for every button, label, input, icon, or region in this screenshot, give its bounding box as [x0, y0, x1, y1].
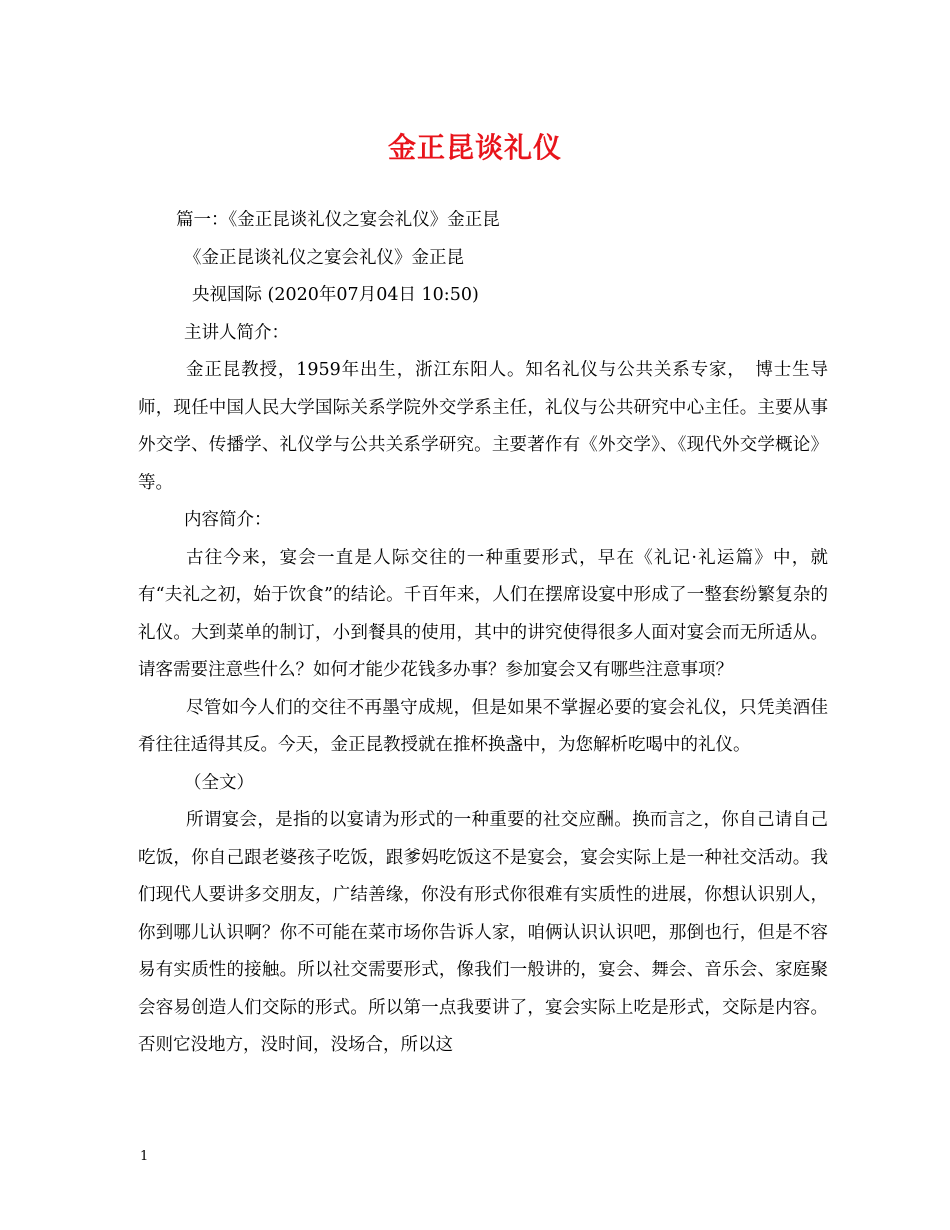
speaker-heading: 主讲人简介：: [184, 322, 289, 343]
section-heading: 篇一：《金正昆谈礼仪之宴会礼仪》金正昆: [176, 210, 500, 230]
document-title: 金正昆谈礼仪: [387, 131, 562, 164]
source-line: 央视国际 (2020年07月04日 10:50): [192, 285, 479, 305]
page-number: 1: [140, 1149, 149, 1164]
content-intro-paragraph: 古往今来，宴会一直是人际交往的一种重要形式，早在《礼记·礼运篇》中，就有“夫礼之初，始于饮食”的结论。千百年来，人们在摆席设宴中形成了一整套纷繁复杂的礼仪。大到菜单的制订，小到餐具的使用，其中的讲究使得很多人面对宴会而无所适从。请客需要注意些什么？如何才能少花钱多办事？参加宴会又有哪些注意事项？: [138, 547, 828, 680]
article-subtitle: 《金正昆谈礼仪之宴会礼仪》金正昆: [184, 247, 464, 268]
document-body: [138, 202, 828, 1065]
full-text-label: （全文）: [184, 772, 254, 793]
content-heading: 内容简介：: [184, 510, 272, 530]
content-intro-paragraph: 尽管如今人们的交往不再墨守成规，但是如果不掌握必要的宴会礼仪，只凭美酒佳肴往往适得其反。今天，金正昆教授就在推杯换盏中，为您解析吃喝中的礼仪。: [138, 697, 828, 755]
speaker-bio: 金正昆教授，1959年出生，浙江东阳人。知名礼仪与公共关系专家， 博士生导师，现任中国人民大学国际关系学院外交学系主任，礼仪与公共研究中心主任。主要从事外交学、传播学、礼仪学与公共关系学研究。主要著作有《外交学》、《现代外交学概论》等。: [138, 360, 828, 493]
full-text-paragraph: 所谓宴会，是指的以宴请为形式的一种重要的社交应酬。换而言之，你自己请自己吃饭，你自己跟老婆孩子吃饭，跟爹妈吃饭这不是宴会，宴会实际上是一种社交活动。我们现代人要讲多交朋友，广结善缘，你没有形式你很难有实质性的进展，你想认识别人，你到哪儿认识啊？你不可能在菜市场你告诉人家，咱俩认识认识吧，那倒也行，但是不容易有实质性的接触。所以社交需要形式，像我们一般讲的，宴会、舞会、音乐会、家庭聚会容易创造人们交际的形式。所以第一点我要讲了，宴会实际上吃是形式，交际是内容。否则它没地方，没时间，没场合，所以这: [138, 810, 828, 1055]
